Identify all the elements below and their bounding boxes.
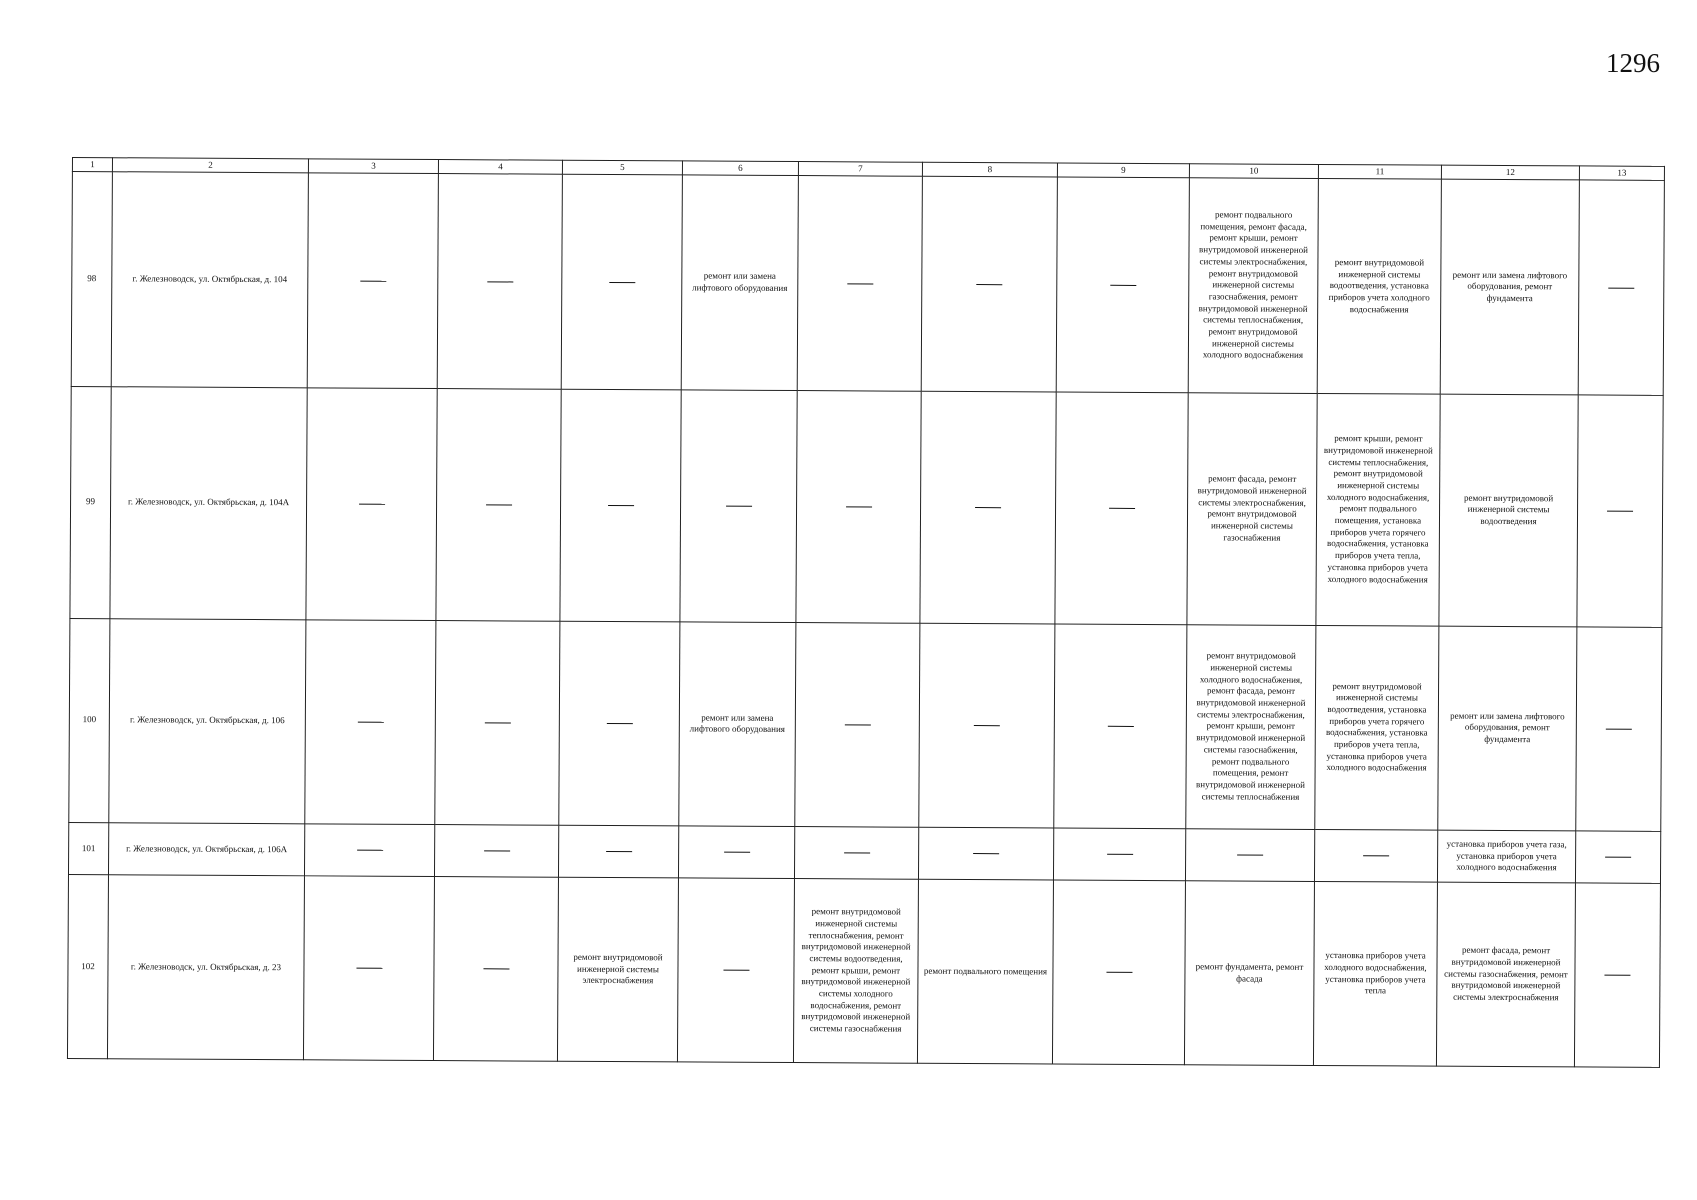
empty-cell <box>1578 180 1664 395</box>
column-number: 10 <box>1189 164 1318 179</box>
empty-cell <box>921 177 1057 392</box>
empty-cell <box>558 825 678 878</box>
column-number: 1 <box>72 158 112 173</box>
empty-cell <box>1185 829 1314 882</box>
empty-cell <box>1056 177 1189 392</box>
dash-mark <box>1606 728 1632 729</box>
dash-mark <box>1107 854 1133 855</box>
dash-mark <box>484 850 510 851</box>
dash-mark <box>1363 855 1389 856</box>
empty-cell <box>678 826 794 879</box>
work-list: ремонт или замена лифтового оборудования <box>681 175 798 390</box>
column-number: 12 <box>1441 165 1579 180</box>
column-number: 4 <box>438 160 562 175</box>
dash-mark <box>844 852 870 853</box>
column-number: 3 <box>308 159 438 174</box>
empty-cell <box>433 877 558 1062</box>
work-list: ремонт внутридомовой инженерной системы теплоснабжения, ремонт внутридомовой инженерной системы водоотведения, ремонт крыши, ремонт внутридомовой инженерной системы холодного водоснабжения, ремонт внутридомовой инженерной системы газоснабжения <box>793 879 918 1064</box>
table-row <box>68 822 1660 883</box>
empty-cell <box>794 827 918 880</box>
row-number: 101 <box>68 822 108 874</box>
work-list: ремонт подвального помещения, ремонт фасада, ремонт крыши, ремонт внутридомовой инженерной системы электроснабжения, ремонт внутридомовой инженерной системы газоснабжения, ремонт внутридомовой инженерной системы теплоснабжения, ремонт внутридомовой инженерной системы холодного водоснабжения <box>1188 178 1318 393</box>
work-list: установка приборов учета газа, установка приборов учета холодного водоснабжения <box>1437 830 1575 883</box>
dash-mark <box>973 853 999 854</box>
empty-cell <box>303 876 434 1061</box>
table-row <box>67 875 1660 1068</box>
dash-mark <box>1106 972 1132 973</box>
work-list: ремонт или замена лифтового оборудования, ремонт фундамента <box>1438 626 1577 831</box>
empty-cell <box>435 620 560 825</box>
row-number: 102 <box>67 875 108 1059</box>
work-list: ремонт подвального помещения <box>917 879 1053 1064</box>
dash-mark <box>486 504 512 505</box>
dash-mark <box>844 724 870 725</box>
empty-cell <box>307 173 438 388</box>
empty-cell <box>1053 828 1185 881</box>
column-number: 13 <box>1579 166 1664 181</box>
dash-mark <box>1110 284 1136 285</box>
empty-cell <box>920 391 1056 624</box>
dash-mark <box>846 506 872 507</box>
column-number: 2 <box>112 158 308 173</box>
work-list: ремонт внутридомовой инженерной системы электроснабжения <box>557 877 678 1062</box>
house-address: г. Железноводск, ул. Октябрьская, д. 23 <box>107 875 304 1060</box>
work-list: ремонт или замена лифтового оборудования, ремонт фундамента <box>1440 179 1579 394</box>
house-address: г. Железноводск, ул. Октябрьская, д. 104 <box>111 172 308 388</box>
column-number: 11 <box>1318 164 1441 179</box>
dash-mark <box>1107 726 1133 727</box>
empty-cell <box>1314 829 1437 882</box>
dash-mark <box>608 505 634 506</box>
empty-cell <box>677 878 794 1063</box>
empty-cell <box>1574 883 1660 1067</box>
dash-mark <box>356 968 382 969</box>
empty-cell <box>1055 392 1188 625</box>
empty-cell <box>918 827 1053 880</box>
table-row <box>69 618 1662 831</box>
row-number: 99 <box>70 386 111 618</box>
work-list: установка приборов учета холодного водоснабжения, установка приборов учета тепла <box>1313 882 1437 1067</box>
dash-mark <box>609 282 635 283</box>
empty-cell <box>797 176 922 391</box>
table-row <box>70 386 1663 627</box>
house-address: г. Железноводск, ул. Октябрьская, д. 106 <box>109 618 306 823</box>
dash-mark <box>1605 857 1631 858</box>
empty-cell <box>919 623 1055 828</box>
dash-mark <box>1607 510 1633 511</box>
work-list: ремонт фасада, ремонт внутридомовой инженерной системы газоснабжения, ремонт внутридомовой инженерной системы электроснабжения <box>1436 882 1575 1067</box>
column-number: 9 <box>1057 163 1189 178</box>
work-list: ремонт крыши, ремонт внутридомовой инженерной системы теплоснабжения, ремонт внутридомовой инженерной системы холодного водоснабжения, ремонт подвального помещения, установка приборов учета горячего водоснабжения, установка приборов учета тепла, установка приборов учета холодного водоснабжения <box>1316 393 1440 626</box>
dash-mark <box>723 970 749 971</box>
empty-cell <box>1576 627 1662 832</box>
work-list: ремонт внутридомовой инженерной системы водоотведения, установка приборов учета холодного водоснабжения <box>1317 179 1441 394</box>
dash-mark <box>847 283 873 284</box>
dash-mark <box>726 505 752 506</box>
column-number: 7 <box>798 162 922 177</box>
dash-mark <box>724 852 750 853</box>
dash-mark <box>487 281 513 282</box>
capital-repair-table <box>67 157 1665 1068</box>
work-list: ремонт внутридомовой инженерной системы холодного водоснабжения, ремонт фасада, ремонт внутридомовой инженерной системы электроснабжения, ремонт крыши, ремонт внутридомовой инженерной системы газоснабжения, ремонт подвального помещения, ремонт внутридомовой инженерной системы теплоснабжения <box>1186 624 1316 829</box>
empty-cell <box>1052 880 1185 1065</box>
dash-mark <box>1109 508 1135 509</box>
empty-cell <box>305 620 436 825</box>
dash-mark <box>975 507 1001 508</box>
work-list: ремонт внутридомовой инженерной системы водоотведения, установка приборов учета горячего водоснабжения, установка приборов учета тепла, установка приборов учета холодного водоснабжения <box>1315 625 1439 830</box>
empty-cell <box>306 388 437 621</box>
empty-cell <box>436 388 561 621</box>
empty-cell <box>560 389 681 622</box>
work-list: ремонт внутридомовой инженерной системы водоотведения <box>1439 394 1578 627</box>
dash-mark <box>357 850 383 851</box>
empty-cell <box>437 174 562 389</box>
dash-mark <box>360 280 386 281</box>
empty-cell <box>304 824 434 877</box>
page-number: 1296 <box>1606 48 1660 78</box>
empty-cell <box>1575 831 1660 884</box>
empty-cell <box>796 390 921 623</box>
empty-cell <box>1054 624 1187 829</box>
work-list: ремонт фундамента, ремонт фасада <box>1184 881 1314 1066</box>
house-address: г. Железноводск, ул. Октябрьская, д. 104А <box>110 387 307 620</box>
column-number: 6 <box>682 161 798 176</box>
row-number: 100 <box>69 618 110 823</box>
dash-mark <box>974 725 1000 726</box>
row-number: 98 <box>71 172 112 387</box>
empty-cell <box>434 825 558 878</box>
dash-mark <box>976 284 1002 285</box>
empty-cell <box>561 175 682 390</box>
empty-cell <box>1577 395 1663 627</box>
column-number: 5 <box>562 160 682 175</box>
table-row <box>71 172 1664 395</box>
dash-mark <box>606 723 632 724</box>
dash-mark <box>483 968 509 969</box>
dash-mark <box>606 851 632 852</box>
dash-mark <box>357 722 383 723</box>
empty-cell <box>795 622 920 827</box>
dash-mark <box>1237 855 1263 856</box>
dash-mark <box>359 503 385 504</box>
house-address: г. Железноводск, ул. Октябрьская, д. 106А <box>108 823 304 876</box>
empty-cell <box>680 390 797 623</box>
dash-mark <box>1608 287 1634 288</box>
dash-mark <box>1604 975 1630 976</box>
dash-mark <box>484 722 510 723</box>
column-number: 8 <box>922 162 1057 177</box>
empty-cell <box>559 621 680 826</box>
work-list: ремонт или замена лифтового оборудования <box>679 622 796 827</box>
work-list: ремонт фасада, ремонт внутридомовой инженерной системы электроснабжения, ремонт внутридомовой инженерной системы газоснабжения <box>1187 393 1317 626</box>
